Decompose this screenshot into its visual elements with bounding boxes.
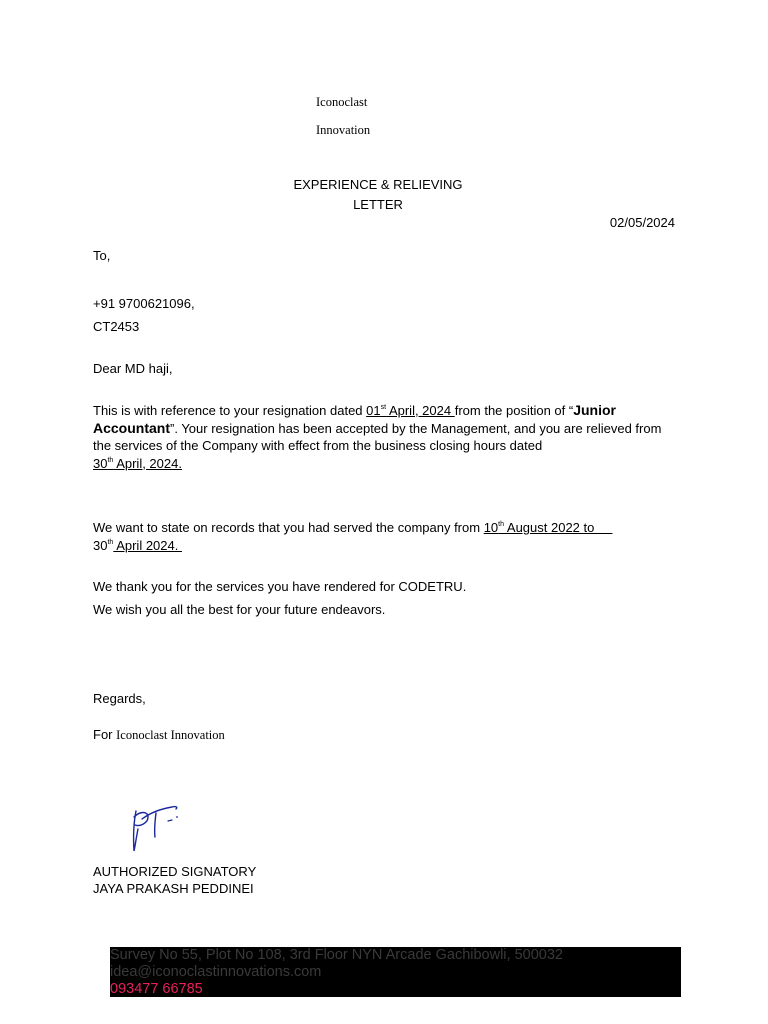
service-start-day: 10: [483, 520, 499, 535]
letter-title-line1: EXPERIENCE & RELIEVING: [293, 177, 463, 192]
thanks-line: We thank you for the services you have rendered for CODETRU.: [93, 579, 467, 594]
signatory-role: AUTHORIZED SIGNATORY: [93, 864, 257, 879]
para2-text1: We want to state on records that you had served the company from: [93, 520, 484, 535]
for-company: Iconoclast Innovation: [116, 728, 225, 742]
relieving-date-day: 30: [93, 455, 108, 471]
company-name-line1: Iconoclast: [316, 95, 368, 109]
relieving-date-suffix: th: [107, 456, 114, 464]
resignation-date-suffix: st: [380, 404, 387, 411]
relieving-date-rest: April, 2024.: [113, 455, 182, 471]
resignation-date-day: 01: [366, 403, 381, 418]
for-label: For: [93, 727, 117, 742]
para1-text3: ”. Your resignation has been accepted by the Management, and you are relieved from the services of the Company with effect from the business closing hours dated: [93, 420, 662, 453]
para1-text2: from the position of “: [454, 403, 574, 418]
service-period-paragraph: [93, 519, 675, 554]
footer-phone: 093477 66785: [110, 981, 203, 997]
service-start-rest: August 2022 to: [504, 520, 613, 535]
greeting: Dear MD haji,: [93, 361, 173, 376]
resignation-date: [366, 403, 455, 418]
resignation-date-rest: April, 2024: [386, 403, 455, 418]
footer-address: Survey No 55, Plot No 108, 3rd Floor NYN Arcade Gachibowli, 500032: [110, 947, 563, 963]
position-title: Junior Accountant: [93, 402, 616, 436]
footer-contact-block: [110, 947, 681, 997]
regards: Regards,: [93, 691, 146, 706]
letter-date: 02/05/2024: [609, 215, 675, 230]
service-start-date: [484, 520, 613, 535]
para1-text1: This is with reference to your resignation dated: [93, 403, 367, 418]
signature-image: [126, 803, 186, 859]
recipient-id: CT2453: [93, 319, 140, 334]
for-company-line: [93, 727, 225, 743]
service-end-rest: April 2024.: [113, 537, 182, 553]
letter-title: [250, 175, 506, 215]
wishes-line: We wish you all the best for your future endeavors.: [93, 602, 386, 617]
signatory-name: JAYA PRAKASH PEDDINEI: [93, 881, 254, 896]
resignation-paragraph: [93, 402, 675, 472]
footer-email: idea@iconoclastinnovations.com: [110, 964, 322, 980]
recipient-phone: +91 9700621096,: [93, 296, 195, 311]
relieving-date: [93, 456, 182, 471]
service-end-suffix: th: [107, 538, 114, 546]
service-start-suffix: th: [498, 521, 504, 528]
company-name-line2: Innovation: [316, 123, 371, 137]
to-label: To,: [93, 248, 111, 263]
letter-title-line2: LETTER: [353, 197, 403, 212]
service-end-day: 30: [93, 537, 108, 553]
